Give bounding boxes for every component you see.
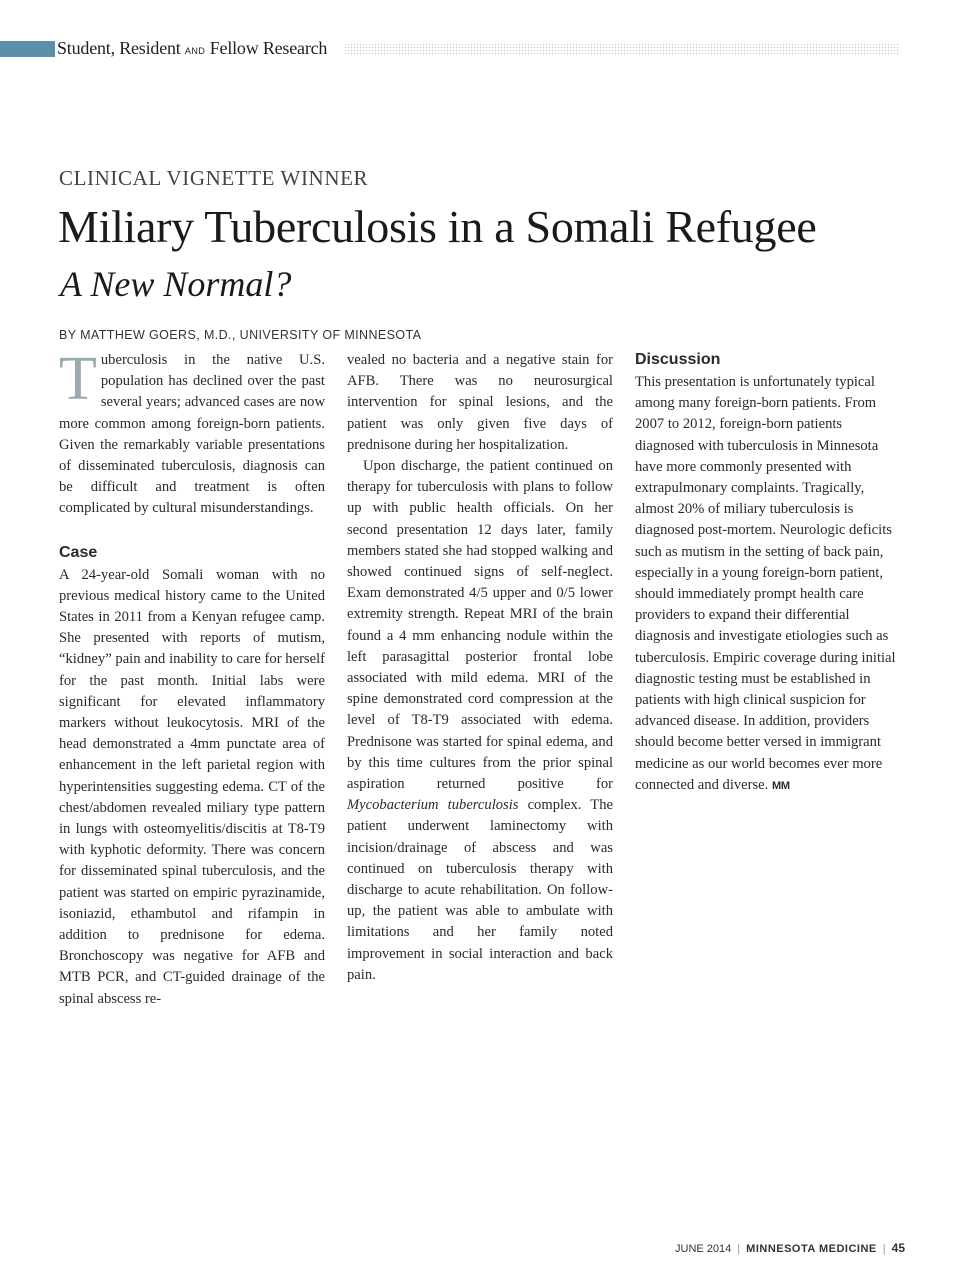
column-1 — [59, 345, 325, 1010]
footer-journal: MINNESOTA MEDICINE — [746, 1243, 877, 1255]
article-title: Miliary Tuberculosis in a Somali Refugee — [58, 201, 817, 252]
section-label-and: AND — [184, 46, 206, 56]
intro-paragraph — [59, 345, 325, 520]
discussion-text: This presentation is unfortunately typical among many foreign-born patients. From 2007 to 2012, foreign-born patients diagnosed with tuberculosis in Minnesota have more commonly presented with extrapulmonary complaints. Tragically, almost 20% of miliary tuberculosis is diagnosed post-mortem. Neurologic deficits such as mutism in the setting of back pain, especially in a young foreign-born patient, should immediately prompt health care providers to expand their differential diagnosis and investigate etiologies such as tuberculosis. Empiric coverage during initial diagnostic testing must be established in patients with high clinical suspicion for advanced disease. In addition, providers should become better versed in immigrant medicine as our world becomes ever more connected and diverse. — [635, 374, 896, 793]
section-label-part1: Student, Resident — [57, 38, 181, 58]
column-3 — [635, 349, 901, 797]
footer-date: JUNE 2014 — [675, 1243, 732, 1255]
page-number: 45 — [891, 1241, 905, 1255]
discussion-heading: Discussion — [635, 351, 721, 368]
case-paragraph-1: A 24-year-old Somali woman with no previous medical history came to the United States in 2011 from a Kenyan refugee camp. She presented with reports of mutism, “kidney” pain and inability to care for herself for the past month. Initial labs were significant for elevated inflammatory markers without leukocytosis. MRI of the head demonstrated a 4mm punctate area of enhancement in the left parietal region with hyperintensities suggesting edema. CT of the chest/abdomen revealed miliary type pattern in lungs with osteomyelitis/discitis at T8-T9 with kyphotic deformity. There was concern for disseminated spinal tuberculosis, and the patient was started on empiric pyrazinamide, isoniazid, ethambutol and rifampin in addition to prednisone for edema. Bronchoscopy was negative for AFB and MTB PCR, and CT-guided drainage of the spinal abscess re- — [59, 566, 325, 1007]
header-dot-pattern — [344, 43, 900, 56]
section-header — [0, 40, 960, 60]
article-byline: BY MATTHEW GOERS, M.D., UNIVERSITY OF MINNESOTA — [59, 328, 422, 342]
end-mark-logo: MM — [771, 779, 790, 792]
intro-text: uberculosis in the native U.S. population has declined over the past several years; advanced cases are now more common among foreign-born patients. Given the remarkably variable presentations of disseminated tuberculosis, diagnosis can be difficult and treatment is often complicated by cultural misunderstandings. — [59, 352, 325, 517]
section-label — [57, 38, 327, 59]
footer-separator: | — [882, 1243, 886, 1255]
case-paragraph-1-continued: vealed no bacteria and a negative stain for AFB. There was no neurosurgical intervention for spinal lesions, and the patient was only given five days of prednisone during her hospitalization. — [347, 352, 613, 453]
case-p2-text-a: Upon discharge, the patient continued on therapy for tuberculosis with plans to follow up with public health officials. On her second presentation 12 days later, family members stated she had stopped walking and showed continued signs of self-neglect. Exam demonstrated 4/5 upper and 0/5 lower extremity strength. Repeat MRI of the brain found a 4 mm enhancing nodule within the left parasagittal posterior frontal lobe associated with mild edema. MRI of the spine demonstrated cord compression at the level of T8-T9 associated with edema. Prednisone was started for spinal edema, and by this time cultures from the prior spinal aspiration returned positive for — [347, 458, 613, 793]
case-p2-text-b: complex. The patient underwent laminectomy with incision/drainage of abscess and was continued on tuberculosis therapy with discharge to acute rehabilitation. On follow-up, the patient was able to ambulate with limitations and her family noted improvement in social interaction and back pain. — [347, 797, 613, 983]
section-color-block — [0, 41, 55, 57]
case-paragraph-2 — [347, 456, 613, 986]
page-footer — [675, 1241, 905, 1255]
article-kicker: CLINICAL VIGNETTE WINNER — [59, 166, 369, 190]
article-subtitle: A New Normal? — [60, 264, 292, 304]
organism-name: Mycobacterium tuberculosis — [347, 797, 519, 814]
footer-separator: | — [737, 1243, 741, 1255]
column-2 — [347, 350, 613, 986]
discussion-paragraph — [635, 372, 901, 797]
drop-cap: T — [59, 345, 97, 413]
section-label-part2: Fellow Research — [209, 38, 328, 58]
case-heading: Case — [59, 543, 98, 561]
